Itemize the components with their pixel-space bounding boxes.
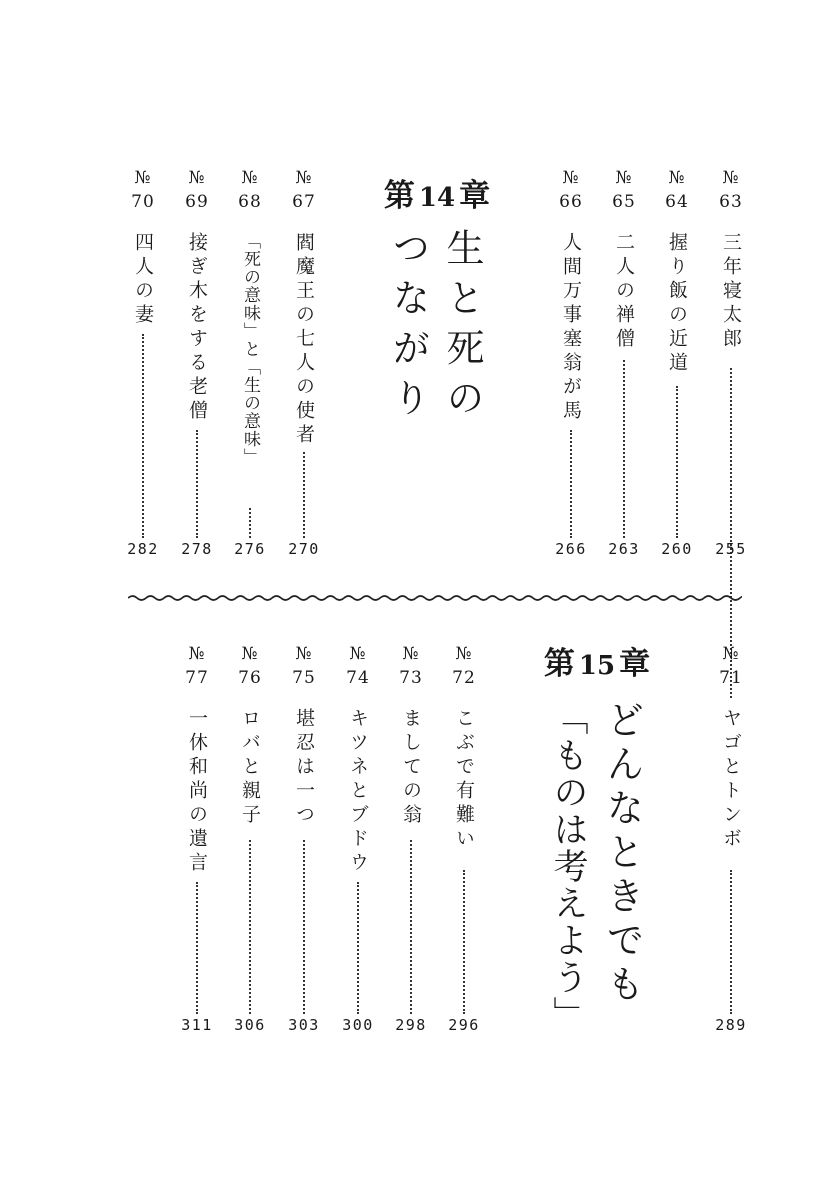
entry-number: 77	[185, 668, 209, 688]
entry-page: 278	[181, 540, 213, 558]
entry-title: 四人の妻	[132, 232, 154, 328]
entry-title: 三年寝太郎	[720, 232, 742, 352]
leader-dots	[249, 840, 251, 1014]
entry-page: 296	[448, 1016, 480, 1034]
chapter-suffix: 章	[619, 646, 651, 682]
entry-title: 閻魔王の七人の使者	[293, 232, 315, 448]
entry-number: 69	[185, 192, 209, 212]
entry-page: 300	[342, 1016, 374, 1034]
entry-title: ロバと親子	[239, 708, 261, 828]
leader-dots	[463, 870, 465, 1014]
entry-page: 289	[715, 1016, 747, 1034]
entry-title: 二人の禅僧	[613, 232, 635, 352]
entry-no-label: №	[615, 168, 633, 188]
chapter-14-subtitle-line-1: 生と死の	[440, 228, 484, 428]
chapter-14-heading	[362, 170, 512, 215]
entry-number: 63	[719, 192, 743, 212]
entry-title: ヤゴとトンボ	[720, 708, 742, 852]
leader-dots	[196, 882, 198, 1014]
entry-title: 握り飯の近道	[666, 232, 688, 376]
entry-no-label: №	[562, 168, 580, 188]
entry-number: 66	[559, 192, 583, 212]
entry-page: 260	[661, 540, 693, 558]
entry-number: 70	[131, 192, 155, 212]
leader-dots	[676, 386, 678, 538]
leader-dots	[623, 360, 625, 538]
entry-no-label: №	[455, 644, 473, 664]
entry-no-label: №	[295, 168, 313, 188]
entry-no-label: №	[295, 644, 313, 664]
entry-page: 282	[127, 540, 159, 558]
entry-no-label: №	[349, 644, 367, 664]
entry-page: 263	[608, 540, 640, 558]
entry-number: 73	[399, 668, 423, 688]
leader-dots	[142, 334, 144, 538]
entry-page: 266	[555, 540, 587, 558]
entry-page: 298	[395, 1016, 427, 1034]
entry-title: ましての翁	[400, 708, 422, 828]
entry-no-label: №	[402, 644, 420, 664]
entry-number: 67	[292, 192, 316, 212]
chapter-15-subtitle-line-1: どんなときでも	[600, 700, 644, 1008]
wavy-divider	[128, 588, 742, 608]
leader-dots	[730, 870, 732, 1014]
entry-number: 68	[238, 192, 262, 212]
entry-no-label: №	[134, 168, 152, 188]
chapter-prefix: 第	[543, 646, 575, 682]
chapter-15-heading	[522, 638, 672, 683]
entry-no-label: №	[241, 644, 259, 664]
chapter-15-subtitle-line-2: 「ものは考えよう」	[548, 700, 588, 1033]
entry-title: 「死の意味」と「生の意味」	[240, 232, 260, 466]
entry-no-label: №	[722, 168, 740, 188]
entry-no-label: №	[188, 168, 206, 188]
chapter-suffix: 章	[459, 178, 491, 214]
entry-title: 一休和尚の遺言	[186, 708, 208, 876]
entry-number: 65	[612, 192, 636, 212]
entry-page: 306	[234, 1016, 266, 1034]
leader-dots	[196, 430, 198, 538]
entry-number: 76	[238, 668, 262, 688]
entry-no-label: №	[241, 168, 259, 188]
entry-page: 270	[288, 540, 320, 558]
leader-dots	[303, 840, 305, 1014]
entry-title: 堪忍は一つ	[293, 708, 315, 828]
entry-title: こぶで有難い	[453, 708, 475, 852]
leader-dots	[303, 452, 305, 538]
chapter-14-subtitle-line-2: つながり	[386, 228, 430, 428]
entry-no-label: №	[668, 168, 686, 188]
leader-dots	[570, 430, 572, 538]
entry-number: 75	[292, 668, 316, 688]
chapter-number: 15	[578, 651, 616, 681]
entry-no-label: №	[188, 644, 206, 664]
leader-dots	[249, 508, 251, 538]
entry-number: 71	[719, 668, 743, 688]
entry-page: 311	[181, 1016, 213, 1034]
entry-no-label: №	[722, 644, 740, 664]
entry-page: 276	[234, 540, 266, 558]
entry-number: 74	[346, 668, 370, 688]
entry-title: 接ぎ木をする老僧	[186, 232, 208, 424]
entry-title: キツネとブドウ	[347, 708, 369, 876]
chapter-prefix: 第	[383, 178, 415, 214]
leader-dots	[357, 882, 359, 1014]
entry-number: 64	[665, 192, 689, 212]
entry-page: 255	[715, 540, 747, 558]
entry-number: 72	[452, 668, 476, 688]
entry-title: 人間万事塞翁が馬	[560, 232, 582, 424]
chapter-number: 14	[418, 183, 456, 213]
entry-page: 303	[288, 1016, 320, 1034]
leader-dots	[410, 840, 412, 1014]
